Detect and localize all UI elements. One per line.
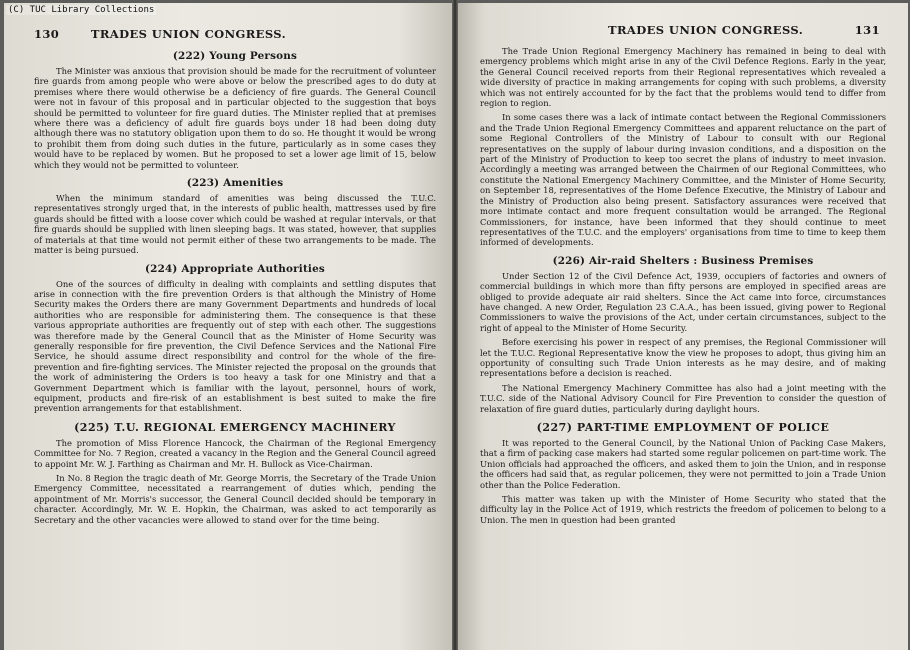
section-225-paragraph-2: In No. 8 Region the tragic death of Mr. George Morris, the Secretary of the Trade Union Emergency Committee, necessitated a rearrangement of duties which, pending the appointment of Mr. Morris's successor, the General Council decided should be temporary in character. Accordingly, Mr. W. E. Hopkin, the Chairman, was asked to act temporarily as Secretary and the other vacancies were allowed to stand over for the time being. [34,473,436,525]
left-running-head [34,27,436,41]
right-page-number: 131 [854,23,880,37]
left-running-title: TRADES UNION CONGRESS. [90,27,286,41]
right-page [458,3,908,650]
left-page-number: 130 [34,27,60,41]
section-222-paragraph: The Minister was anxious that provision should be made for the recruitment of volunteer fire guards from among people who were above or below the prescribed ages to do duty at premises where there would otherwise be a deficiency of fire guards. The General Council were not in favour of this proposal and in particular objected to the suggestion that boys should be permitted to volunteer for fire guard duties. The Minister replied that at premises where there was a deficiency of adult fire guards boys under 18 had been doing duty although there was no statutory obligation upon them to do so. He thought it would be wrong to prohibit them from doing such duties in the future, particularly as in some cases they would have to be replaced by women. But he proposed to set a lower age limit of 15, below which they would not be permitted to volunteer. [34,66,436,170]
section-222-heading: (222) Young Persons [172,50,298,62]
copyright-watermark: (C) TUC Library Collections [8,5,155,15]
left-page [4,3,452,650]
section-226-paragraph-2: Before exercising his power in respect of any premises, the Regional Commissioner will let the T.U.C. Regional Representative know the view he proposes to adopt, thus giving him an opportunity of consulting such Trade Union interests as he may desire, and of making representations before a decision is reached. [480,337,886,379]
section-224-heading: (224) Appropriate Authorities [145,262,325,275]
section-227-heading: (227) PART-TIME EMPLOYMENT OF POLICE [536,421,830,434]
right-lead-paragraph-1: The Trade Union Regional Emergency Machinery has remained in being to deal with emergency problems which might arise in any of the Civil Defence Regions. Early in the year, the General Council received reports from their Regional representatives which revealed a wide diversity of practice in making arrangements for coping with such problems, a diversity which was not entirely accounted for by the fact that the problems would tend to differ from region to region. [480,46,886,109]
section-226-heading: (226) Air-raid Shelters : Business Premises [552,254,814,267]
section-223-paragraph: When the minimum standard of amenities was being discussed the T.U.C. representatives strongly urged that, in the interests of public health, mattresses used by fire guards should be fitted with a loose cover which could be washed at regular intervals, or that fire guards should be supplied with linen sleeping bags. It was stated, however, that supplies of materials at that time would not permit either of these two arrangements to be made. The matter is being pursued. [34,193,436,256]
section-225-paragraph-1: The promotion of Miss Florence Hancock, the Chairman of the Regional Emergency Committee for No. 7 Region, created a vacancy in the Region and the General Council agreed to appoint Mr. W. J. Farthing as Chairman and Mr. H. Bullock as Vice-Chairman. [34,437,436,469]
section-225-heading: (225) T.U. REGIONAL EMERGENCY MACHINERY [74,420,396,434]
section-223-heading: (223) Amenities [186,177,284,190]
right-running-head [480,23,886,37]
section-227-paragraph-2: This matter was taken up with the Minister of Home Security who stated that the difficulty lay in the Police Act of 1919, which restricts the freedom of policemen to belong to a Union. The men in question had been granted [480,494,886,525]
section-226-paragraph-3: The National Emergency Machinery Committee has also had a joint meeting with the T.U.C. side of the National Advisory Council for Fire Prevention to consider the question of relaxation of fire guard duties, particularly during daylight hours. [480,382,886,414]
section-227-paragraph-1: It was reported to the General Council, by the National Union of Packing Case Makers, that a firm of packing case makers had started some regular policemen on part-time work. The Union officials had approached the officers, and asked them to join the Union, and in response the officers had said that, as regular policemen, they were not permitted to join a Trade Union other than the Police Federation. [480,438,886,490]
right-running-title: TRADES UNION CONGRESS. [608,23,804,37]
section-224-paragraph: One of the sources of difficulty in dealing with complaints and settling disputes that arise in connection with the fire prevention Orders is that although the Ministry of Home Security makes the Orders there are many Government Departments and hundreds of local authorities who are responsible for administering them. The consequence is that these various appropriate authorities are frequently out of step with each other. The suggestions was therefore made by the General Council that as the Minister of Home Security was generally responsible for fire prevention, the Civil Defence Services and the National Fire Service, he should assume direct responsibility and control for the whole of the fire-prevention and fire-fighting services. The Minister rejected the proposal on the grounds that the work of administering the Orders is too heavy a task for one Ministry and that a Government Department which is familiar with the layout, personnel, hours of work, equipment, products and fire-risk of an establishment is best suited to make the fire prevention arrangements for that establishment. [34,278,436,414]
right-lead-paragraph-2: In some cases there was a lack of intimate contact between the Regional Commissioners and the Trade Union Regional Emergency Committees and apparent reluctance on the part of some Regional Controllers of the Ministry of Labour to consult with our Regional representatives on the supply of labour during invasion conditions, and a disposition on the part of the Ministry of Production to keep too secret the plans of industry to meet invasion. Accordingly a meeting was arranged between the Chairmen of our Regional Committees, who constitute the National Emergency Machinery Committee, and the Minister of Home Security, on September 18, representatives of the Home Defence Executive, the Ministry of Labour and the Ministry of Production also being present. Satisfactory assurances were received that more intimate contact and more frequent consultation would be arranged. The Regional Commissioners, for instance, have been informed that they should continue to meet representatives of the T.U.C. and the employers' organisations from time to time to keep them informed of developments. [480,112,886,248]
section-226-paragraph-1: Under Section 12 of the Civil Defence Act, 1939, occupiers of factories and owners of commercial buildings in which more than fifty persons are employed in specified areas are obliged to provide adequate air raid shelters. Since the Act came into force, circumstances have changed. A new Order, Regulation 23 C.A.A., has been issued, giving power to Regional Commissioners to waive the provisions of the Act, under certain circumstances, subject to the right of appeal to the Minister of Home Security. [480,270,886,333]
